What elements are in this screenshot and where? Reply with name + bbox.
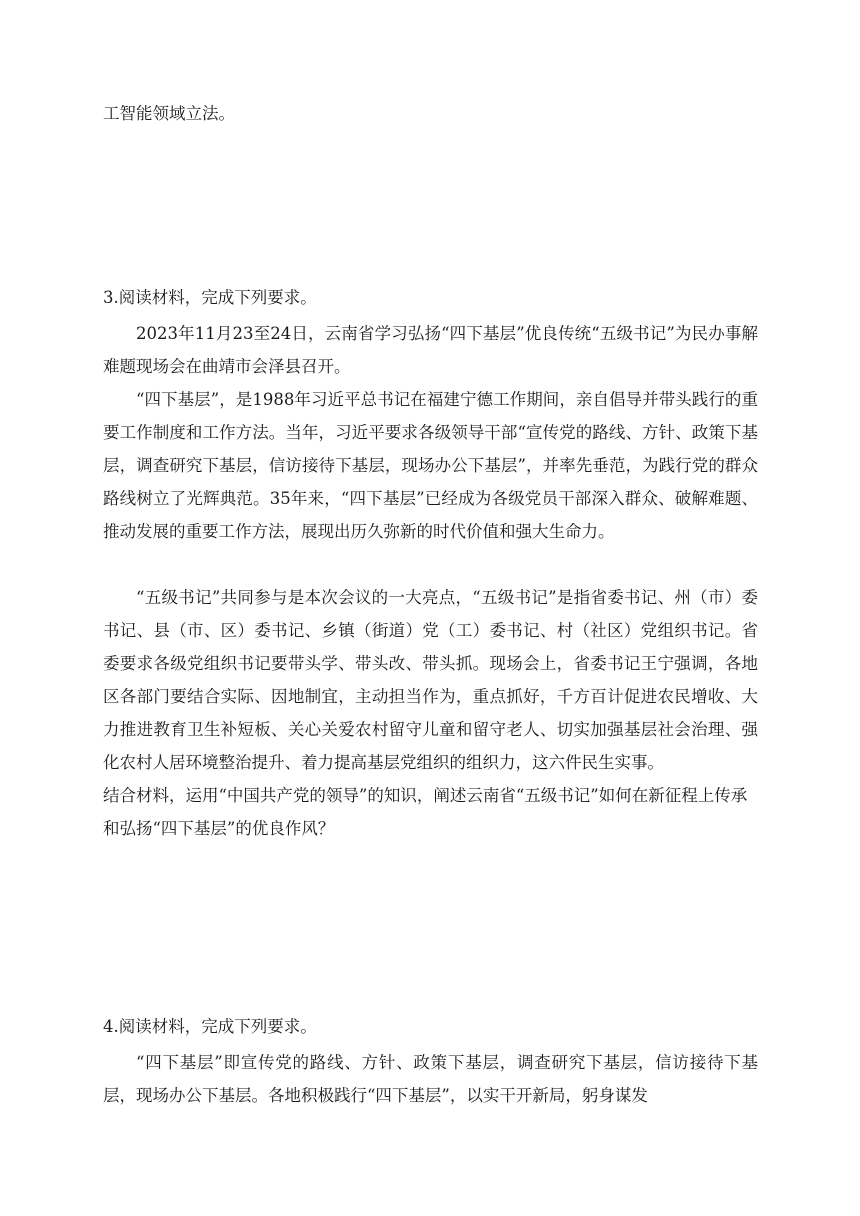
- question-3-prompt: 结合材料，运用“中国共产党的领导”的知识，阐述云南省“五级书记”如何在新征程上传承和弘扬“四下基层”的优良作风？: [103, 786, 748, 838]
- question-3-material-paragraph-1: 2023年11月23至24日，云南省学习弘扬“四下基层”优良传统“五级书记”为民办事解难题现场会在曲靖市会泽县召开。: [103, 324, 758, 376]
- question-4-heading: 4.阅读材料，完成下列要求。: [103, 1017, 317, 1036]
- question-3-material-paragraph-2: “四下基层”，是1988年习近平总书记在福建宁德工作期间，亲自倡导并带头践行的重要工作制度和工作方法。当年，习近平要求各级领导干部“宣传党的路线、方针、政策下基层，调查研究下基层，信访接待下基层，现场办公下基层”，并率先垂范，为践行党的群众路线树立了光辉典范。35年来，“四下基层”已经成为各级党员干部深入群众、破解难题、推动发展的重要工作方法，展现出历久弥新的时代价值和强大生命力。: [103, 390, 758, 541]
- question-3-heading: 3.阅读材料，完成下列要求。: [103, 288, 317, 307]
- top-fragment-text: 工智能领域立法。: [103, 104, 235, 123]
- question-4-material-paragraph-1: “四下基层”即宣传党的路线、方针、政策下基层，调查研究下基层，信访接待下基层，现场办公下基层。各地积极践行“四下基层”，以实干开新局，躬身谋发: [103, 1053, 758, 1105]
- question-3-material-paragraph-3: “五级书记”共同参与是本次会议的一大亮点，“五级书记”是指省委书记、州（市）委书记、县（市、区）委书记、乡镇（街道）党（工）委书记、村（社区）党组织书记。省委要求各级党组织书记要带头学、带头改、带头抓。现场会上，省委书记王宁强调，各地区各部门要结合实际、因地制宜，主动担当作为，重点抓好，千方百计促进农民增收、大力推进教育卫生补短板、关心关爱农村留守儿童和留守老人、切实加强基层社会治理、强化农村人居环境整治提升、着力提高基层党组织的组织力，这六件民生实事。: [103, 588, 758, 772]
